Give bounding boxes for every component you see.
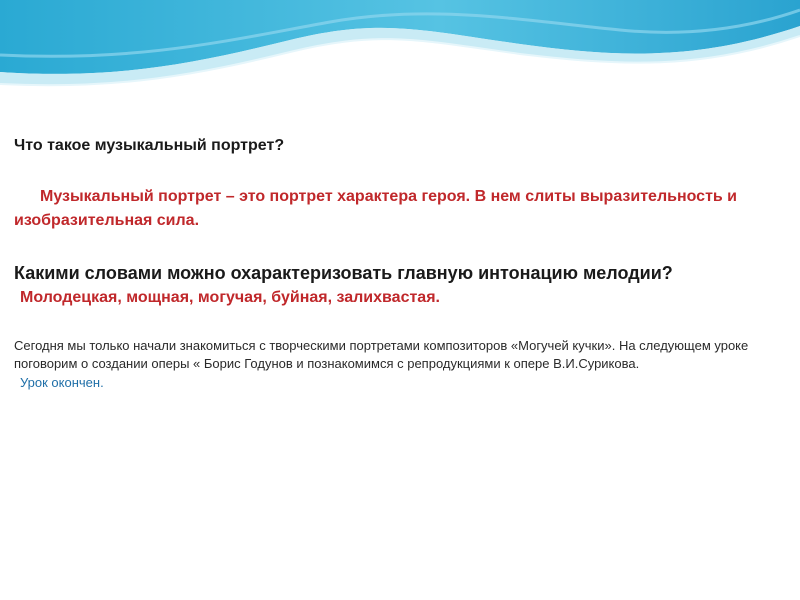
answer-2: Молодецкая, мощная, могучая, буйная, залихвастая. [20, 289, 440, 306]
lesson-note: Сегодня мы только начали знакомиться с творческими портретами композиторов «Могучей кучки». На следующем уроке поговорим о создании оперы « Борис Годунов и познакомимся с репродукциями к опере В.И.Сурикова. [14, 338, 749, 371]
question-2: Какими словами можно охарактеризовать главную интонацию мелодии? [14, 263, 673, 283]
header-wave-decoration [0, 0, 800, 92]
closing-text: Урок окончен. [20, 375, 104, 390]
slide-content [14, 137, 784, 390]
answer-1-text: Музыкальный портрет – это портрет характера героя. В нем слиты выразительность и изобразительная сила. [14, 188, 738, 229]
answer-1 [14, 185, 784, 233]
question-1: Что такое музыкальный портрет? [14, 137, 285, 154]
